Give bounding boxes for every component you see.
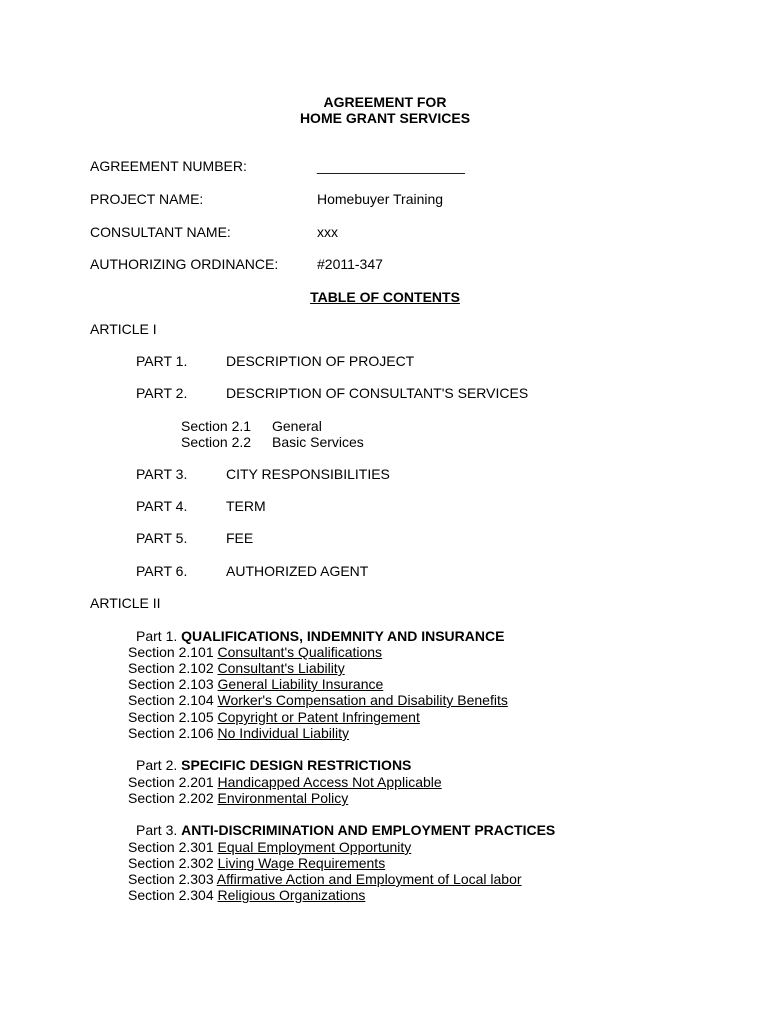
section-link[interactable]: Environmental Policy — [217, 790, 349, 806]
part-2-title: DESCRIPTION OF CONSULTANT'S SERVICES — [226, 385, 529, 401]
part-3-num: PART 3. — [136, 466, 188, 482]
a2-part-1-title: QUALIFICATIONS, INDEMNITY AND INSURANCE — [181, 628, 505, 644]
toc-entry — [128, 660, 345, 676]
section-2-2-num: Section 2.2 — [181, 434, 252, 450]
toc-entry — [128, 871, 522, 887]
section-link[interactable]: Handicapped Access Not Applicable — [217, 774, 442, 790]
a2-part-1-prefix: Part 1. — [136, 628, 178, 644]
section-link[interactable]: Copyright or Patent Infringement — [217, 709, 420, 725]
section-num: Section 2.103 — [128, 676, 214, 692]
a2-part-1-heading — [136, 628, 504, 644]
part-1-title: DESCRIPTION OF PROJECT — [226, 353, 415, 369]
a2-part-2-title: SPECIFIC DESIGN RESTRICTIONS — [181, 757, 412, 773]
section-link[interactable]: Religious Organizations — [217, 887, 366, 903]
agreement-number-label: AGREEMENT NUMBER: — [90, 158, 247, 174]
section-link[interactable]: Consultant's Liability — [217, 660, 345, 676]
title-line-2: HOME GRANT SERVICES — [299, 110, 471, 126]
part-4-title: TERM — [226, 498, 266, 514]
toc-entry — [128, 790, 348, 806]
section-link[interactable]: Worker's Compensation and Disability Benefits — [217, 692, 508, 708]
toc-heading: TABLE OF CONTENTS — [310, 289, 460, 305]
section-num: Section 2.301 — [128, 839, 214, 855]
agreement-number-value: ___________________ — [317, 158, 465, 174]
section-num: Section 2.201 — [128, 774, 214, 790]
section-num: Section 2.106 — [128, 725, 214, 741]
part-6-num: PART 6. — [136, 563, 188, 579]
toc-entry — [128, 855, 385, 871]
toc-entry — [128, 709, 420, 725]
section-2-1-num: Section 2.1 — [181, 418, 252, 434]
toc-entry — [128, 887, 365, 903]
section-num: Section 2.101 — [128, 644, 214, 660]
consultant-name-value: xxx — [317, 224, 338, 240]
article-2-label: ARTICLE II — [90, 595, 161, 611]
project-name-value: Homebuyer Training — [317, 191, 444, 207]
part-5-num: PART 5. — [136, 530, 188, 546]
part-4-num: PART 4. — [136, 498, 188, 514]
a2-part-2-prefix: Part 2. — [136, 757, 178, 773]
section-num: Section 2.304 — [128, 887, 214, 903]
part-3-title: CITY RESPONSIBILITIES — [226, 466, 390, 482]
consultant-name-label: CONSULTANT NAME: — [90, 224, 231, 240]
toc-entry — [128, 676, 383, 692]
a2-part-3-prefix: Part 3. — [136, 822, 178, 838]
section-link[interactable]: No Individual Liability — [217, 725, 350, 741]
authorizing-ordinance-value: #2011-347 — [317, 256, 383, 272]
toc-entry — [128, 692, 508, 708]
part-5-title: FEE — [226, 530, 254, 546]
a2-part-3-title: ANTI-DISCRIMINATION AND EMPLOYMENT PRACTICES — [181, 822, 556, 838]
section-num: Section 2.102 — [128, 660, 214, 676]
a2-part-3-heading — [136, 822, 555, 838]
section-link[interactable]: Consultant's Qualifications — [217, 644, 383, 660]
section-num: Section 2.303 — [128, 871, 214, 887]
a2-part-2-heading — [136, 757, 411, 773]
part-6-title: AUTHORIZED AGENT — [226, 563, 369, 579]
section-link[interactable]: General Liability Insurance — [217, 676, 384, 692]
section-num: Section 2.105 — [128, 709, 214, 725]
article-1-label: ARTICLE I — [90, 321, 157, 337]
project-name-label: PROJECT NAME: — [90, 191, 204, 207]
section-2-2-title: Basic Services — [272, 434, 364, 450]
toc-entry — [128, 839, 411, 855]
part-2-num: PART 2. — [136, 385, 188, 401]
section-num: Section 2.104 — [128, 692, 214, 708]
toc-entry — [128, 725, 349, 741]
section-link[interactable]: Affirmative Action and Employment of Local labor — [216, 871, 522, 887]
section-num: Section 2.302 — [128, 855, 214, 871]
section-num: Section 2.202 — [128, 790, 214, 806]
toc-entry — [128, 644, 382, 660]
section-link[interactable]: Equal Employment Opportunity — [217, 839, 412, 855]
authorizing-ordinance-label: AUTHORIZING ORDINANCE: — [90, 256, 279, 272]
part-1-num: PART 1. — [136, 353, 188, 369]
title-line-1: AGREEMENT FOR — [323, 94, 447, 110]
section-link[interactable]: Living Wage Requirements — [217, 855, 386, 871]
section-2-1-title: General — [272, 418, 322, 434]
toc-entry — [128, 774, 442, 790]
